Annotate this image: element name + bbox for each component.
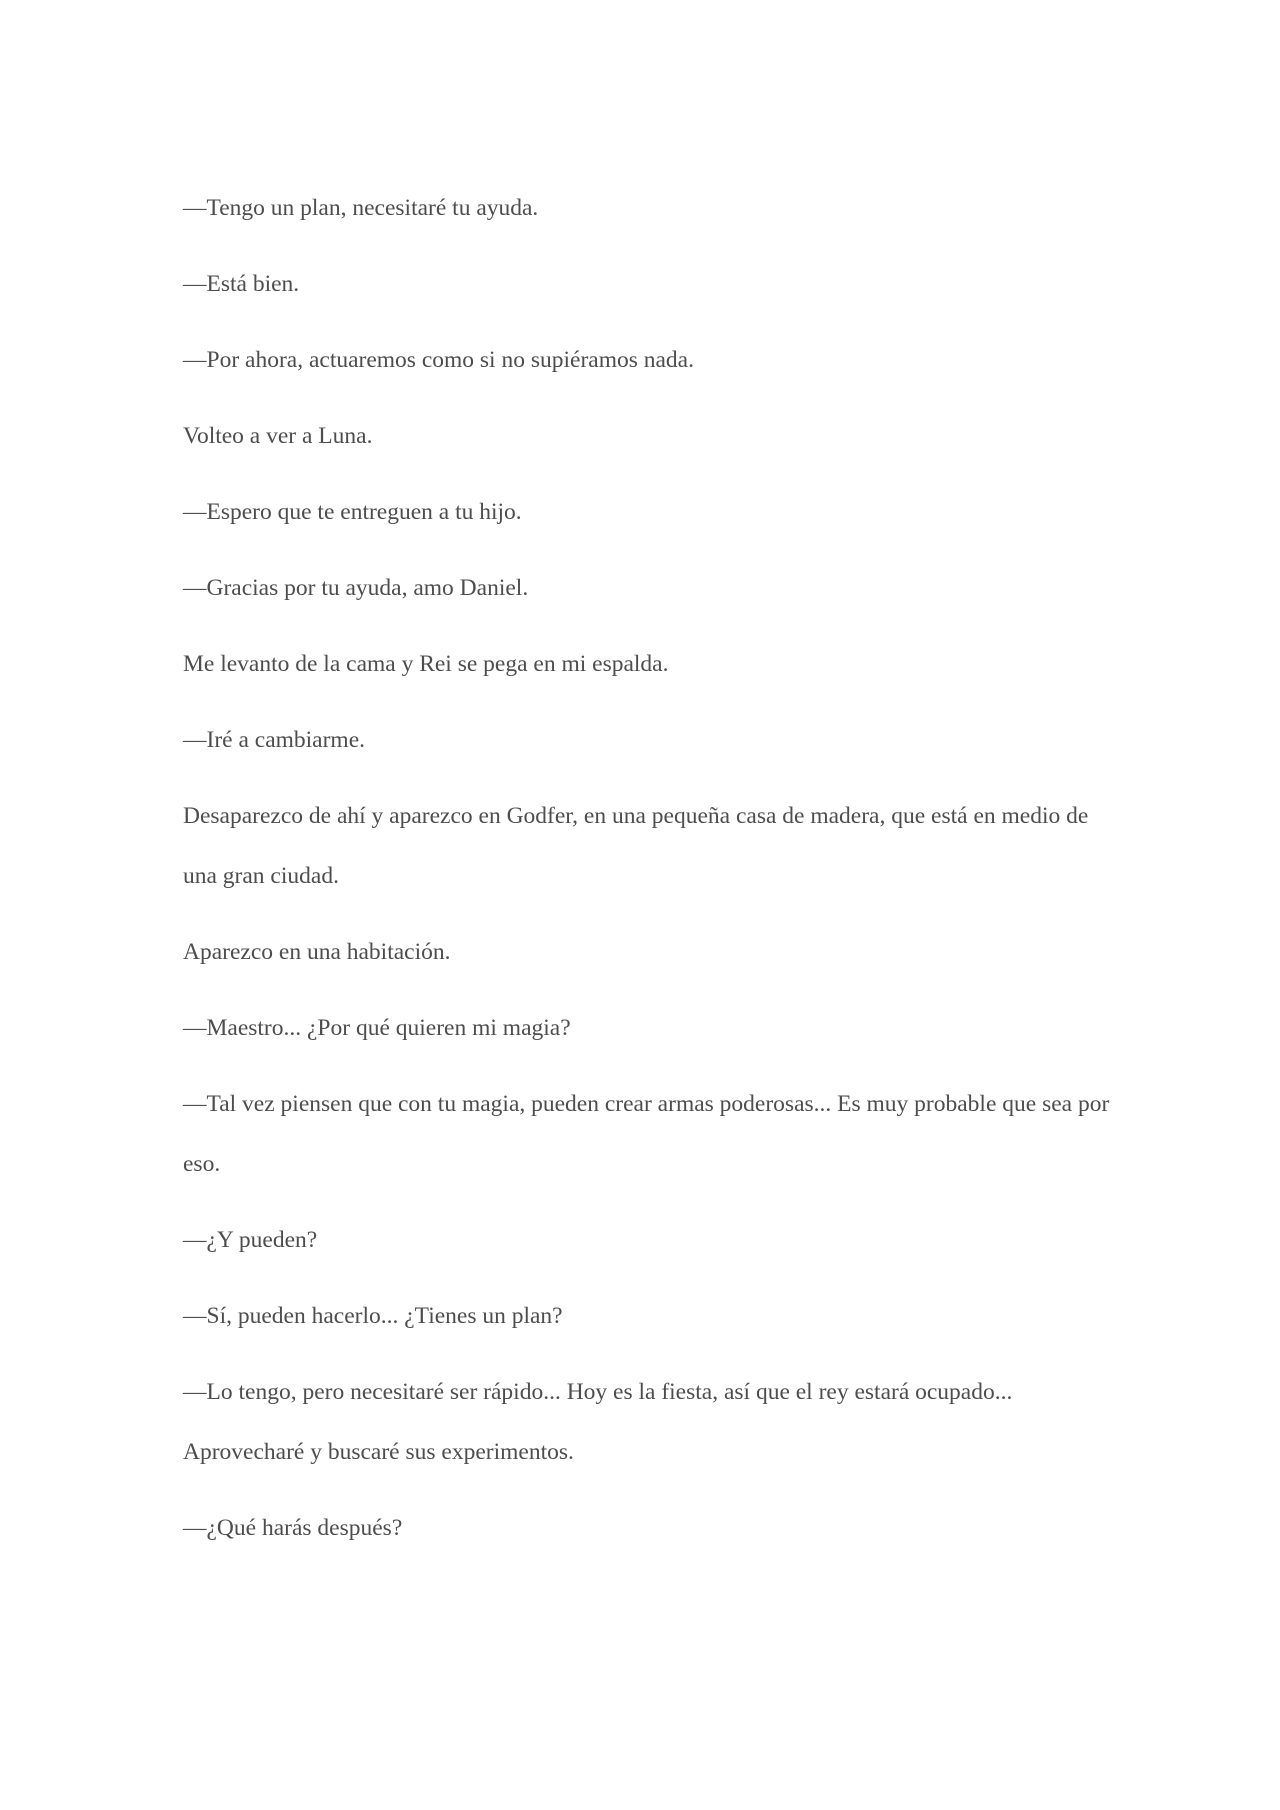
paragraph: —Está bien. (183, 271, 300, 297)
paragraph: —Sí, pueden hacerlo... ¿Tienes un plan? (183, 1303, 563, 1329)
paragraph: —Tal vez piensen que con tu magia, pueden crear armas poderosas... Es muy probable que sea por eso. (183, 1091, 1110, 1177)
paragraph: Aparezco en una habitación. (183, 939, 451, 965)
paragraph: —Gracias por tu ayuda, amo Daniel. (183, 575, 529, 601)
paragraph: Volteo a ver a Luna. (183, 423, 373, 449)
body-text (183, 178, 1113, 1574)
paragraph: —Lo tengo, pero necesitaré ser rápido... Hoy es la fiesta, así que el rey estará ocupado... Aprovecharé y buscaré sus experimentos. (183, 1379, 1013, 1465)
paragraph: Desaparezco de ahí y aparezco en Godfer, en una pequeña casa de madera, que está en medio de una gran ciudad. (183, 803, 1089, 889)
paragraph: —Iré a cambiarme. (183, 727, 366, 753)
paragraph: —Maestro... ¿Por qué quieren mi magia? (183, 1015, 571, 1041)
paragraph: —¿Qué harás después? (183, 1515, 403, 1541)
paragraph: —Tengo un plan, necesitaré tu ayuda. (183, 195, 539, 221)
paragraph: —Espero que te entreguen a tu hijo. (183, 499, 522, 525)
paragraph: —Por ahora, actuaremos como si no supiéramos nada. (183, 347, 694, 373)
paragraph: Me levanto de la cama y Rei se pega en mi espalda. (183, 651, 669, 677)
paragraph: —¿Y pueden? (183, 1227, 318, 1253)
